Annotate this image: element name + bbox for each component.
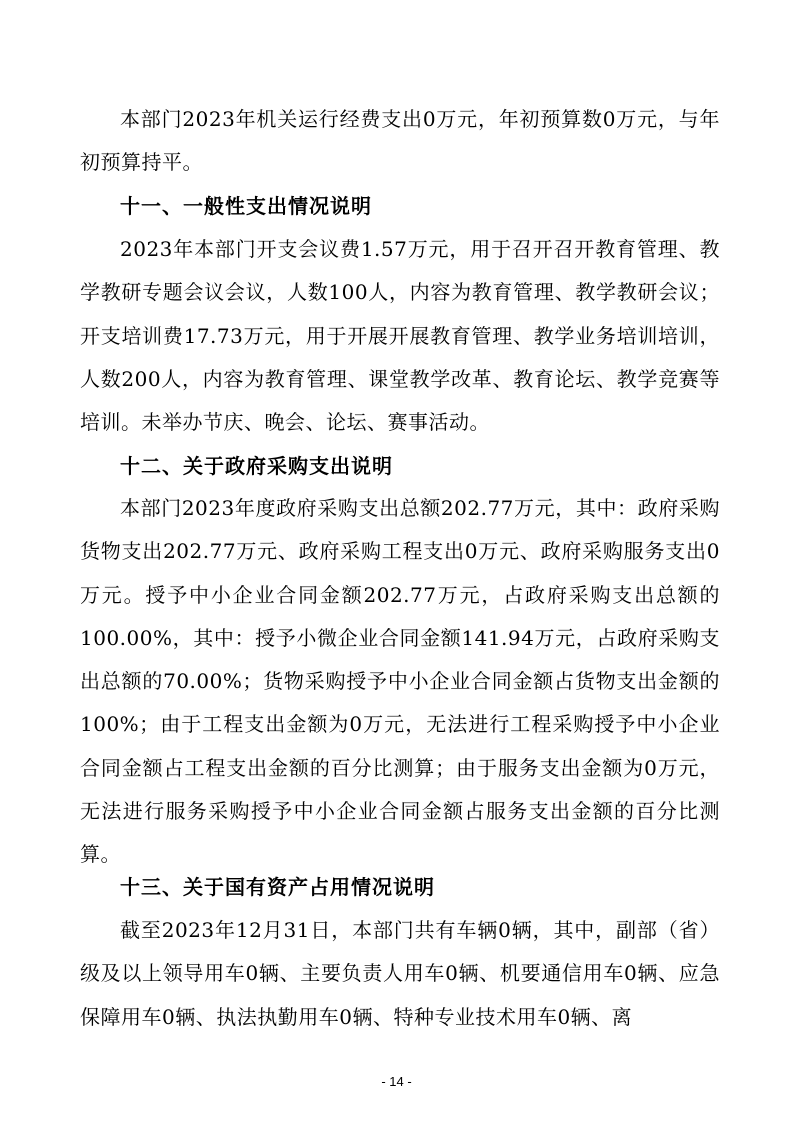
paragraph-state-assets: 截至2023年12月31日，本部门共有车辆0辆，其中，副部（省）级及以上领导用车0辆、主要负责人用车0辆、机要通信用车0辆、应急保障用车0辆、执法执勤用车0辆、特种专业技术用车0辆、离 <box>80 918 720 1029</box>
page-number: - 14 - <box>381 1074 412 1089</box>
section-heading-procurement: 十二、关于政府采购支出说明 <box>120 454 393 478</box>
section-heading-state-assets: 十三、关于国有资产占用情况说明 <box>120 875 435 899</box>
paragraph-procurement: 本部门2023年度政府采购支出总额202.77万元，其中：政府采购货物支出202.77万元、政府采购工程支出0万元、政府采购服务支出0万元。授予中小企业合同金额202.77万元，占政府采购支出总额的100.00%，其中：授予小微企业合同金额141.94万元，占政府采购支出总额的70.00%；货物采购授予中小企业合同金额占货物支出金额的100%；由于工程支出金额为0万元，无法进行工程采购授予中小企业合同金额占工程支出金额的百分比测算；由于服务支出金额为0万元，无法进行服务采购授予中小企业合同金额占服务支出金额的百分比测算。 <box>80 496 720 867</box>
paragraph-general-expenses: 2023年本部门开支会议费1.57万元，用于召开召开教育管理、教学教研专题会议会议，人数100人，内容为教育管理、教学教研会议；开支培训费17.73万元，用于开展开展教育管理、教学业务培训培训，人数200人，内容为教育管理、课堂教学改革、教育论坛、教学竞赛等培训。未举办节庆、晚会、论坛、赛事活动。 <box>80 237 720 435</box>
paragraph-operating-expenses: 本部门2023年机关运行经费支出0万元，年初预算数0万元，与年初预算持平。 <box>80 107 720 175</box>
section-heading-general-expenses: 十一、一般性支出情况说明 <box>120 194 372 218</box>
